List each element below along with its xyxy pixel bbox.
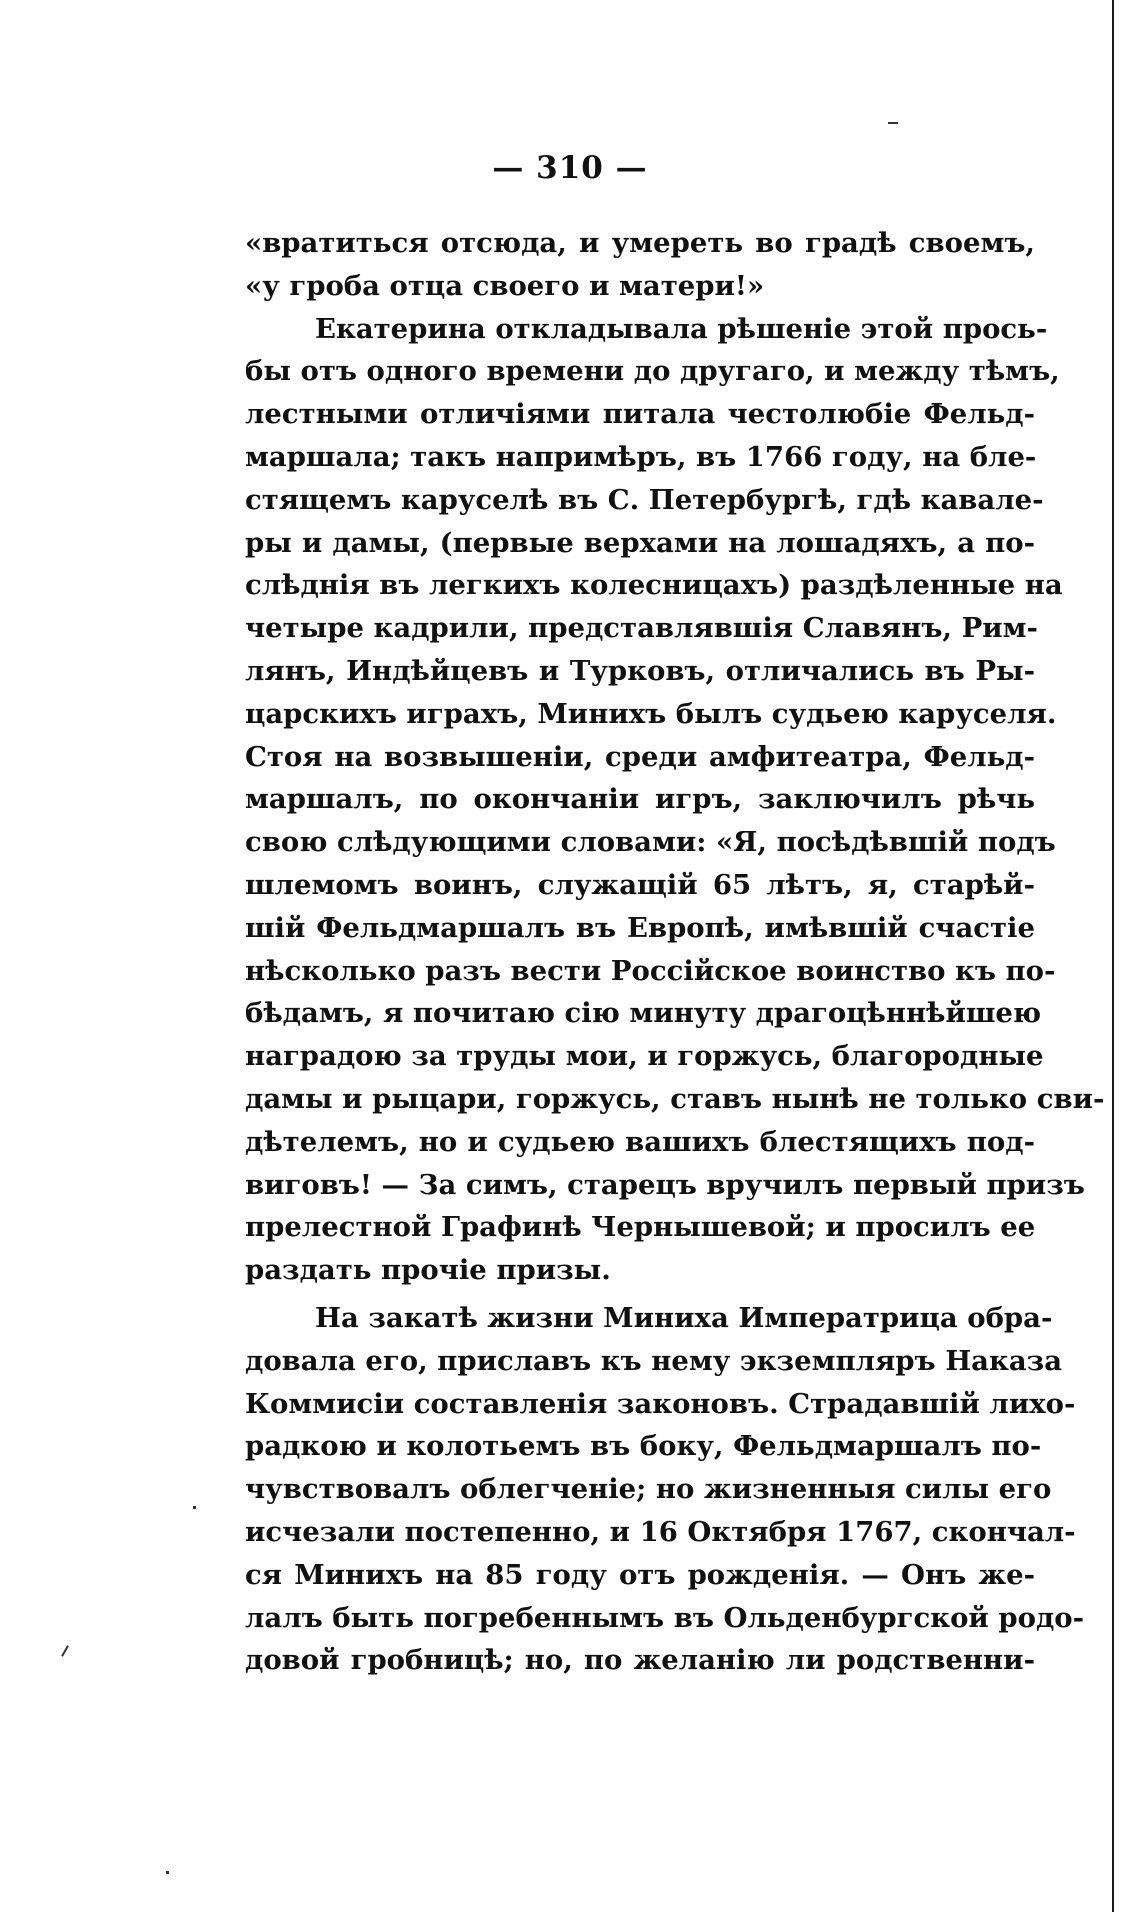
text-line: На закатѣ жизни Миниха Императрица обра- <box>315 1301 1053 1334</box>
print-speck <box>61 1645 69 1656</box>
text-line: маршалъ, по окончаніи игръ, заключилъ рѣчь <box>245 783 1035 816</box>
text-line: наградою за труды мои, и горжусь, благородные <box>245 1040 1044 1073</box>
text-line: свою слѣдующими словами: «Я, посѣдѣвшій подъ <box>245 826 1056 859</box>
text-line: лалъ быть погребеннымъ въ Ольденбургской родо- <box>245 1601 1085 1634</box>
text-line: стящемъ каруселѣ въ С. Петербургѣ, гдѣ кавале- <box>245 483 1044 516</box>
text-line: довой гробницѣ; но, по желанію ли родственни- <box>245 1644 1035 1677</box>
print-speck <box>888 122 898 124</box>
text-line: ры и дамы, (первые верхами на лошадяхъ, а по- <box>245 526 1035 559</box>
text-line: лянъ, Индѣйцевъ и Турковъ, отличались въ Ры- <box>245 654 1035 687</box>
text-line: четыре кадрили, представлявшія Славянъ, Рим- <box>245 612 1038 645</box>
text-line: Стоя на возвышеніи, среди амфитеатра, Фельд- <box>245 740 1035 773</box>
page-number: — 310 — <box>492 150 648 186</box>
text-line: Екатерина откладывала рѣшеніе этой прось- <box>315 312 1048 345</box>
text-line: царскихъ играхъ, Минихъ былъ судьею каруселя. <box>245 697 1057 730</box>
text-line: чувствовалъ облегченіе; но жизненныя силы его <box>245 1473 1052 1506</box>
print-speck <box>166 1871 169 1874</box>
text-line: лестными отличіями питала честолюбіе Фельд- <box>245 398 1035 431</box>
text-line: прелестной Графинѣ Чернышевой; и просилъ ее <box>245 1211 1036 1244</box>
text-line: шій Фельдмаршалъ въ Европѣ, имѣвшій счастіе <box>245 911 1035 944</box>
text-line: «вратиться отсюда, и умереть во градѣ своемъ, <box>245 227 1035 259</box>
text-line: радкою и колотьемъ въ боку, Фельдмаршалъ по- <box>245 1430 1042 1463</box>
text-line: «у гроба отца своего и матери!» <box>245 269 765 302</box>
text-line: бѣдамъ, я почитаю сію минуту драгоцѣннѣйшею <box>245 997 1042 1030</box>
text-line: дѣтелемъ, но и судьею вашихъ блестящихъ под- <box>245 1125 1035 1158</box>
page-edge-line <box>1112 0 1114 1912</box>
text-line: виговъ! — За симъ, старецъ вручилъ первый призъ <box>245 1168 1085 1201</box>
body-text <box>245 222 1105 1682</box>
print-speck <box>193 1506 196 1509</box>
text-line: раздать прочіе призы. <box>245 1254 611 1287</box>
text-line: исчезали постепенно, и 16 Октября 1767, скончал- <box>245 1515 1076 1548</box>
text-line: довала его, приславъ къ нему экземпляръ Наказа <box>245 1344 1063 1377</box>
text-line: бы отъ одного времени до другаго, и между тѣмъ, <box>245 355 1060 388</box>
text-line: дамы и рыцари, горжусь, ставъ нынѣ не только сви- <box>245 1082 1105 1115</box>
text-line: нѣсколько разъ вести Россійское воинство къ по- <box>245 954 1056 987</box>
text-line: шлемомъ воинъ, служащій 65 лѣтъ, я, старѣй- <box>245 868 1035 901</box>
text-line: Коммисіи составленія законовъ. Страдавшій лихо- <box>245 1387 1076 1420</box>
text-line: маршала; такъ напримѣръ, въ 1766 году, на бле- <box>245 440 1037 473</box>
text-line: слѣднія въ легкихъ колесницахъ) раздѣленные на <box>245 569 1063 602</box>
text-line: ся Минихъ на 85 году отъ рожденія. — Онъ же- <box>245 1558 1035 1591</box>
